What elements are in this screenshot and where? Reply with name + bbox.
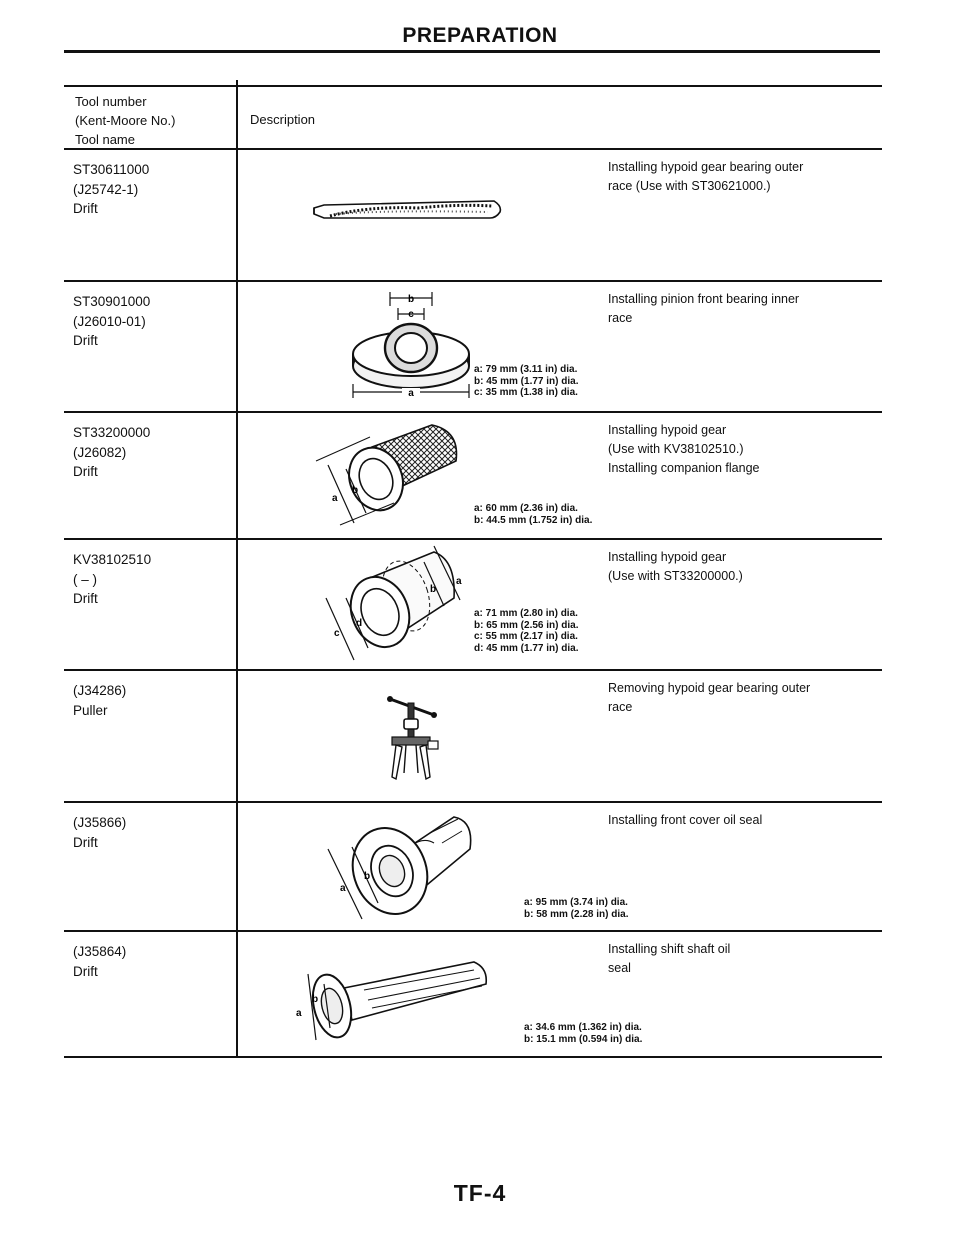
dimension-a: a: 60 mm (2.36 in) dia.	[474, 503, 578, 514]
dimension-b: b: 58 mm (2.28 in) dia.	[524, 908, 629, 920]
description-line: (Use with ST33200000.)	[608, 569, 743, 583]
dimension-label-b: b	[364, 871, 371, 882]
dimension-label-c: c	[408, 309, 414, 320]
table-top-rule	[64, 85, 882, 87]
page-number: TF-4	[453, 1180, 507, 1206]
description-line: Installing hypoid gear bearing outer	[608, 160, 804, 174]
dimension-b: b: 65 mm (2.56 in) dia.	[474, 619, 579, 631]
dimension-list	[524, 1022, 642, 1045]
drift-ring-illustration	[340, 284, 480, 402]
dimension-a: a: 71 mm (2.80 in) dia.	[474, 608, 578, 619]
description-line: Installing hypoid gear	[608, 423, 727, 437]
description-line: race (Use with ST30621000.)	[608, 179, 771, 193]
dimension-label-b: b	[430, 584, 437, 595]
dimension-b: b: 44.5 mm (1.752 in) dia.	[474, 514, 593, 526]
tool-description	[608, 679, 878, 717]
tool-number: KV38102510	[73, 552, 152, 567]
description-line: (Use with KV38102510.)	[608, 442, 744, 456]
table-row	[64, 540, 882, 670]
dimension-c: c: 35 mm (1.38 in) dia.	[474, 387, 578, 398]
kent-moore-number: (J26010-01)	[73, 313, 146, 329]
table-bottom-rule	[64, 1056, 882, 1058]
dimension-list	[524, 897, 628, 920]
table-row	[64, 150, 882, 280]
dimension-a: a: 79 mm (3.11 in) dia.	[474, 364, 578, 375]
dimension-label-a: a	[340, 883, 346, 894]
dimension-label-a: a	[408, 388, 414, 399]
tool-name: Drift	[73, 591, 98, 606]
puller-illustration	[382, 689, 452, 789]
table-row	[64, 932, 882, 1056]
page-title: PREPARATION	[402, 24, 558, 47]
tool-number: ST30901000	[73, 294, 151, 309]
description-line: seal	[608, 961, 631, 975]
tool-name: Drift	[73, 963, 98, 979]
dimension-label-a: a	[296, 1008, 302, 1019]
description-line: race	[608, 700, 633, 714]
tool-identifiers	[73, 813, 126, 852]
tool-description	[608, 158, 878, 196]
dimension-b: b: 45 mm (1.77 in) dia.	[474, 375, 579, 387]
tool-number: ST33200000	[73, 425, 151, 440]
tool-description	[608, 811, 878, 830]
dimension-label-b: b	[352, 485, 359, 496]
tool-name: Drift	[73, 333, 98, 348]
dimension-d: d: 45 mm (1.77 in) dia.	[474, 642, 579, 654]
dimension-a: a: 34.6 mm (1.362 in) dia.	[524, 1022, 642, 1033]
seal-drift-illustration	[312, 807, 492, 923]
tool-name: Drift	[73, 834, 98, 850]
kent-moore-number: (J35866)	[73, 815, 127, 830]
description-line: race	[608, 311, 633, 325]
dimension-list	[474, 364, 578, 399]
tool-table	[64, 80, 882, 1058]
table-row	[64, 671, 882, 801]
kent-moore-number: (J25742-1)	[73, 181, 139, 197]
description-line: Installing front cover oil seal	[608, 813, 763, 827]
dimension-c: c: 55 mm (2.17 in) dia.	[474, 631, 578, 642]
tool-description	[608, 421, 878, 478]
tool-description	[608, 940, 878, 978]
dimension-label-c: c	[334, 628, 340, 639]
kent-moore-number: ( – )	[73, 571, 98, 587]
drift-rod-illustration	[308, 194, 508, 228]
tool-identifiers	[73, 160, 149, 219]
kent-moore-number: (J26082)	[73, 444, 127, 460]
tool-description	[608, 290, 878, 328]
header-kent-moore: (Kent-Moore No.)	[75, 113, 176, 128]
tool-identifiers	[73, 423, 150, 482]
header-description: Description	[250, 112, 316, 127]
dimension-b: b: 15.1 mm (0.594 in) dia.	[524, 1033, 643, 1045]
tool-identifiers	[73, 681, 126, 720]
tool-name: Drift	[73, 464, 98, 479]
dimension-label-d: d	[356, 618, 363, 629]
stepped-drift-illustration	[310, 540, 476, 668]
table-row	[64, 282, 882, 412]
tool-description	[608, 548, 878, 586]
description-line: Installing shift shaft oil	[608, 942, 731, 956]
dimension-list	[474, 503, 592, 526]
dimension-label-b: b	[407, 294, 415, 305]
dimension-label-a: a	[332, 493, 338, 504]
header-tool-name: Tool name	[75, 132, 135, 147]
tool-name: Drift	[73, 201, 98, 216]
dimension-a: a: 95 mm (3.74 in) dia.	[524, 897, 628, 908]
description-line: Installing companion flange	[608, 461, 760, 475]
header-tool-column	[75, 92, 175, 149]
dimension-list	[474, 608, 578, 654]
kent-moore-number: (J35864)	[73, 944, 127, 959]
tool-identifiers	[73, 550, 151, 609]
description-line: Installing pinion front bearing inner	[608, 292, 800, 306]
dimension-label-b: b	[312, 994, 319, 1005]
header-tool-number: Tool number	[75, 94, 147, 109]
kent-moore-number: (J34286)	[73, 683, 127, 698]
title-rule	[64, 50, 880, 53]
tool-identifiers	[73, 942, 126, 981]
tool-identifiers	[73, 292, 150, 351]
description-line: Installing hypoid gear	[608, 550, 727, 564]
shift-shaft-drift-illustration	[268, 944, 498, 1044]
table-row	[64, 803, 882, 928]
tool-name: Puller	[73, 702, 108, 718]
table-row	[64, 413, 882, 538]
knurled-drift-illustration	[310, 417, 470, 529]
tool-number: ST30611000	[73, 162, 150, 177]
dimension-label-a: a	[456, 576, 462, 587]
description-line: Removing hypoid gear bearing outer	[608, 681, 811, 695]
